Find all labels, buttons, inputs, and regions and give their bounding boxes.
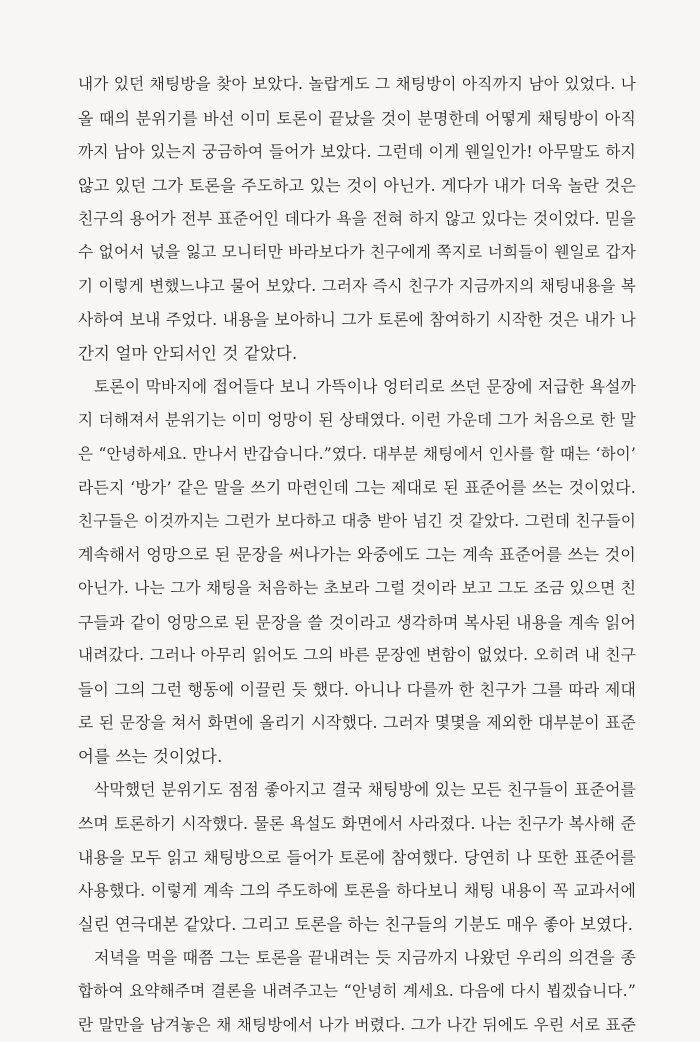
text-line: 사하여 보내 주었다. 내용을 보아하니 그가 토론에 참여하기 시작한 것은 내가 나 xyxy=(78,310,636,330)
text-line: 삭막했던 분위기도 점점 좋아지고 결국 채팅방에 있는 모든 친구들이 표준어를 xyxy=(94,780,636,800)
text-line: 기 이렇게 변했느냐고 물어 보았다. 그러자 즉시 친구가 지금까지의 채팅내용을 복 xyxy=(78,276,636,295)
text-line: 사용했다. 이렇게 계속 그의 주도하에 토론을 하다보니 채팅 내용이 꼭 교과서에 xyxy=(78,881,636,901)
text-line: 수 없어서 넋을 잃고 모니터만 바라보다가 친구에게 쪽지로 너희들이 웬일로 갑자 xyxy=(78,242,636,261)
text-line: 합하여 요약해주며 결론을 내려주고는 “안녕히 계세요. 다음에 다시 뵙겠습니다.” xyxy=(78,982,636,1001)
text-line: 간지 얼마 안되서인 것 같았다. xyxy=(78,343,298,363)
text-line: 토론이 막바지에 접어들다 보니 가뜩이나 엉터리로 쓰던 문장에 저급한 욕설까 xyxy=(94,377,636,397)
text-line: 어를 쓰는 것이었다. xyxy=(78,746,223,766)
text-line: 실린 연극대본 같았다. 그리고 토론을 하는 친구들의 기분도 매우 좋아 보였다. xyxy=(78,914,634,934)
text-line: 계속해서 엉망으로 된 문장을 써나가는 와중에도 그는 계속 표준어를 쓰는 것이 xyxy=(78,545,636,565)
text-line: 내가 있던 채팅방을 찾아 보았다. 놀랍게도 그 채팅방이 아직까지 남아 있었다. 나 xyxy=(78,75,636,93)
text-line: 들이 그의 그런 행동에 이끌린 듯 했다. 아니나 다를까 한 친구가 그를 따라 제대 xyxy=(78,679,636,699)
text-line: 로 된 문장을 쳐서 화면에 올리기 시작했다. 그러자 몇몇을 제외한 대부분이 표준 xyxy=(78,713,636,733)
text-line: 친구들은 이것까지는 그런가 보다하고 대충 받아 넘긴 것 같았다. 그런데 친구들이 xyxy=(78,511,636,530)
text-line: 지 더해져서 분위기는 이미 엉망이 된 상태였다. 이런 가운데 그가 처음으로 한 말 xyxy=(78,410,636,429)
text-line: 라든지 ‘방가’ 같은 말을 쓰기 마련인데 그는 제대로 된 표준어를 쓰는 것이었다. xyxy=(78,478,636,498)
text-line: 저녁을 먹을 때쯤 그는 토론을 끝내려는 듯 지금까지 나왔던 우리의 의견을 종 xyxy=(94,948,636,968)
text-line: 내용을 모두 읽고 채팅방으로 들어가 토론에 참여했다. 당연히 나 또한 표준어를 xyxy=(78,847,636,867)
text-line: 아닌가. 나는 그가 채팅을 처음하는 초보라 그럴 것이라 보고 그도 조금 있으면 친 xyxy=(78,578,636,597)
text-line: 내려갔다. 그러나 아무리 읽어도 그의 바른 문장엔 변함이 없었다. 오히려 내 친구 xyxy=(78,646,636,665)
text-line: 않고 있던 그가 토론을 주도하고 있는 것이 아닌가. 게다가 내가 더욱 놀란 것은 xyxy=(78,175,636,195)
text-line: 올 때의 분위기를 바선 이미 토론이 끝났을 것이 분명한데 어떻게 채팅방이 아직 xyxy=(78,108,636,128)
text-line: 란 말만을 남겨놓은 채 채팅방에서 나가 버렸다. 그가 나간 뒤에도 우린 서로 표준 xyxy=(78,1015,636,1034)
text-line: 까지 남아 있는지 궁금하여 들어가 보았다. 그런데 이게 웬일인가! 아무말도 하지 xyxy=(78,142,636,162)
text-line: 친구의 용어가 전부 표준어인 데다가 욕을 전혀 하지 않고 있다는 것이었다. 믿을 xyxy=(78,209,636,229)
body-text xyxy=(78,68,636,1042)
text-line: 구들과 같이 엉망으로 된 문장을 쓸 것이라고 생각하며 복사된 내용을 계속 읽어 xyxy=(78,612,636,632)
text-line: 은 “안녕하세요. 만나서 반갑습니다.”였다. 대부분 채팅에서 인사를 할 때는 ‘하이’ xyxy=(78,444,636,463)
text-line: 쓰며 토론하기 시작했다. 물론 욕설도 화면에서 사라졌다. 나는 친구가 복사해 준 xyxy=(78,814,636,834)
